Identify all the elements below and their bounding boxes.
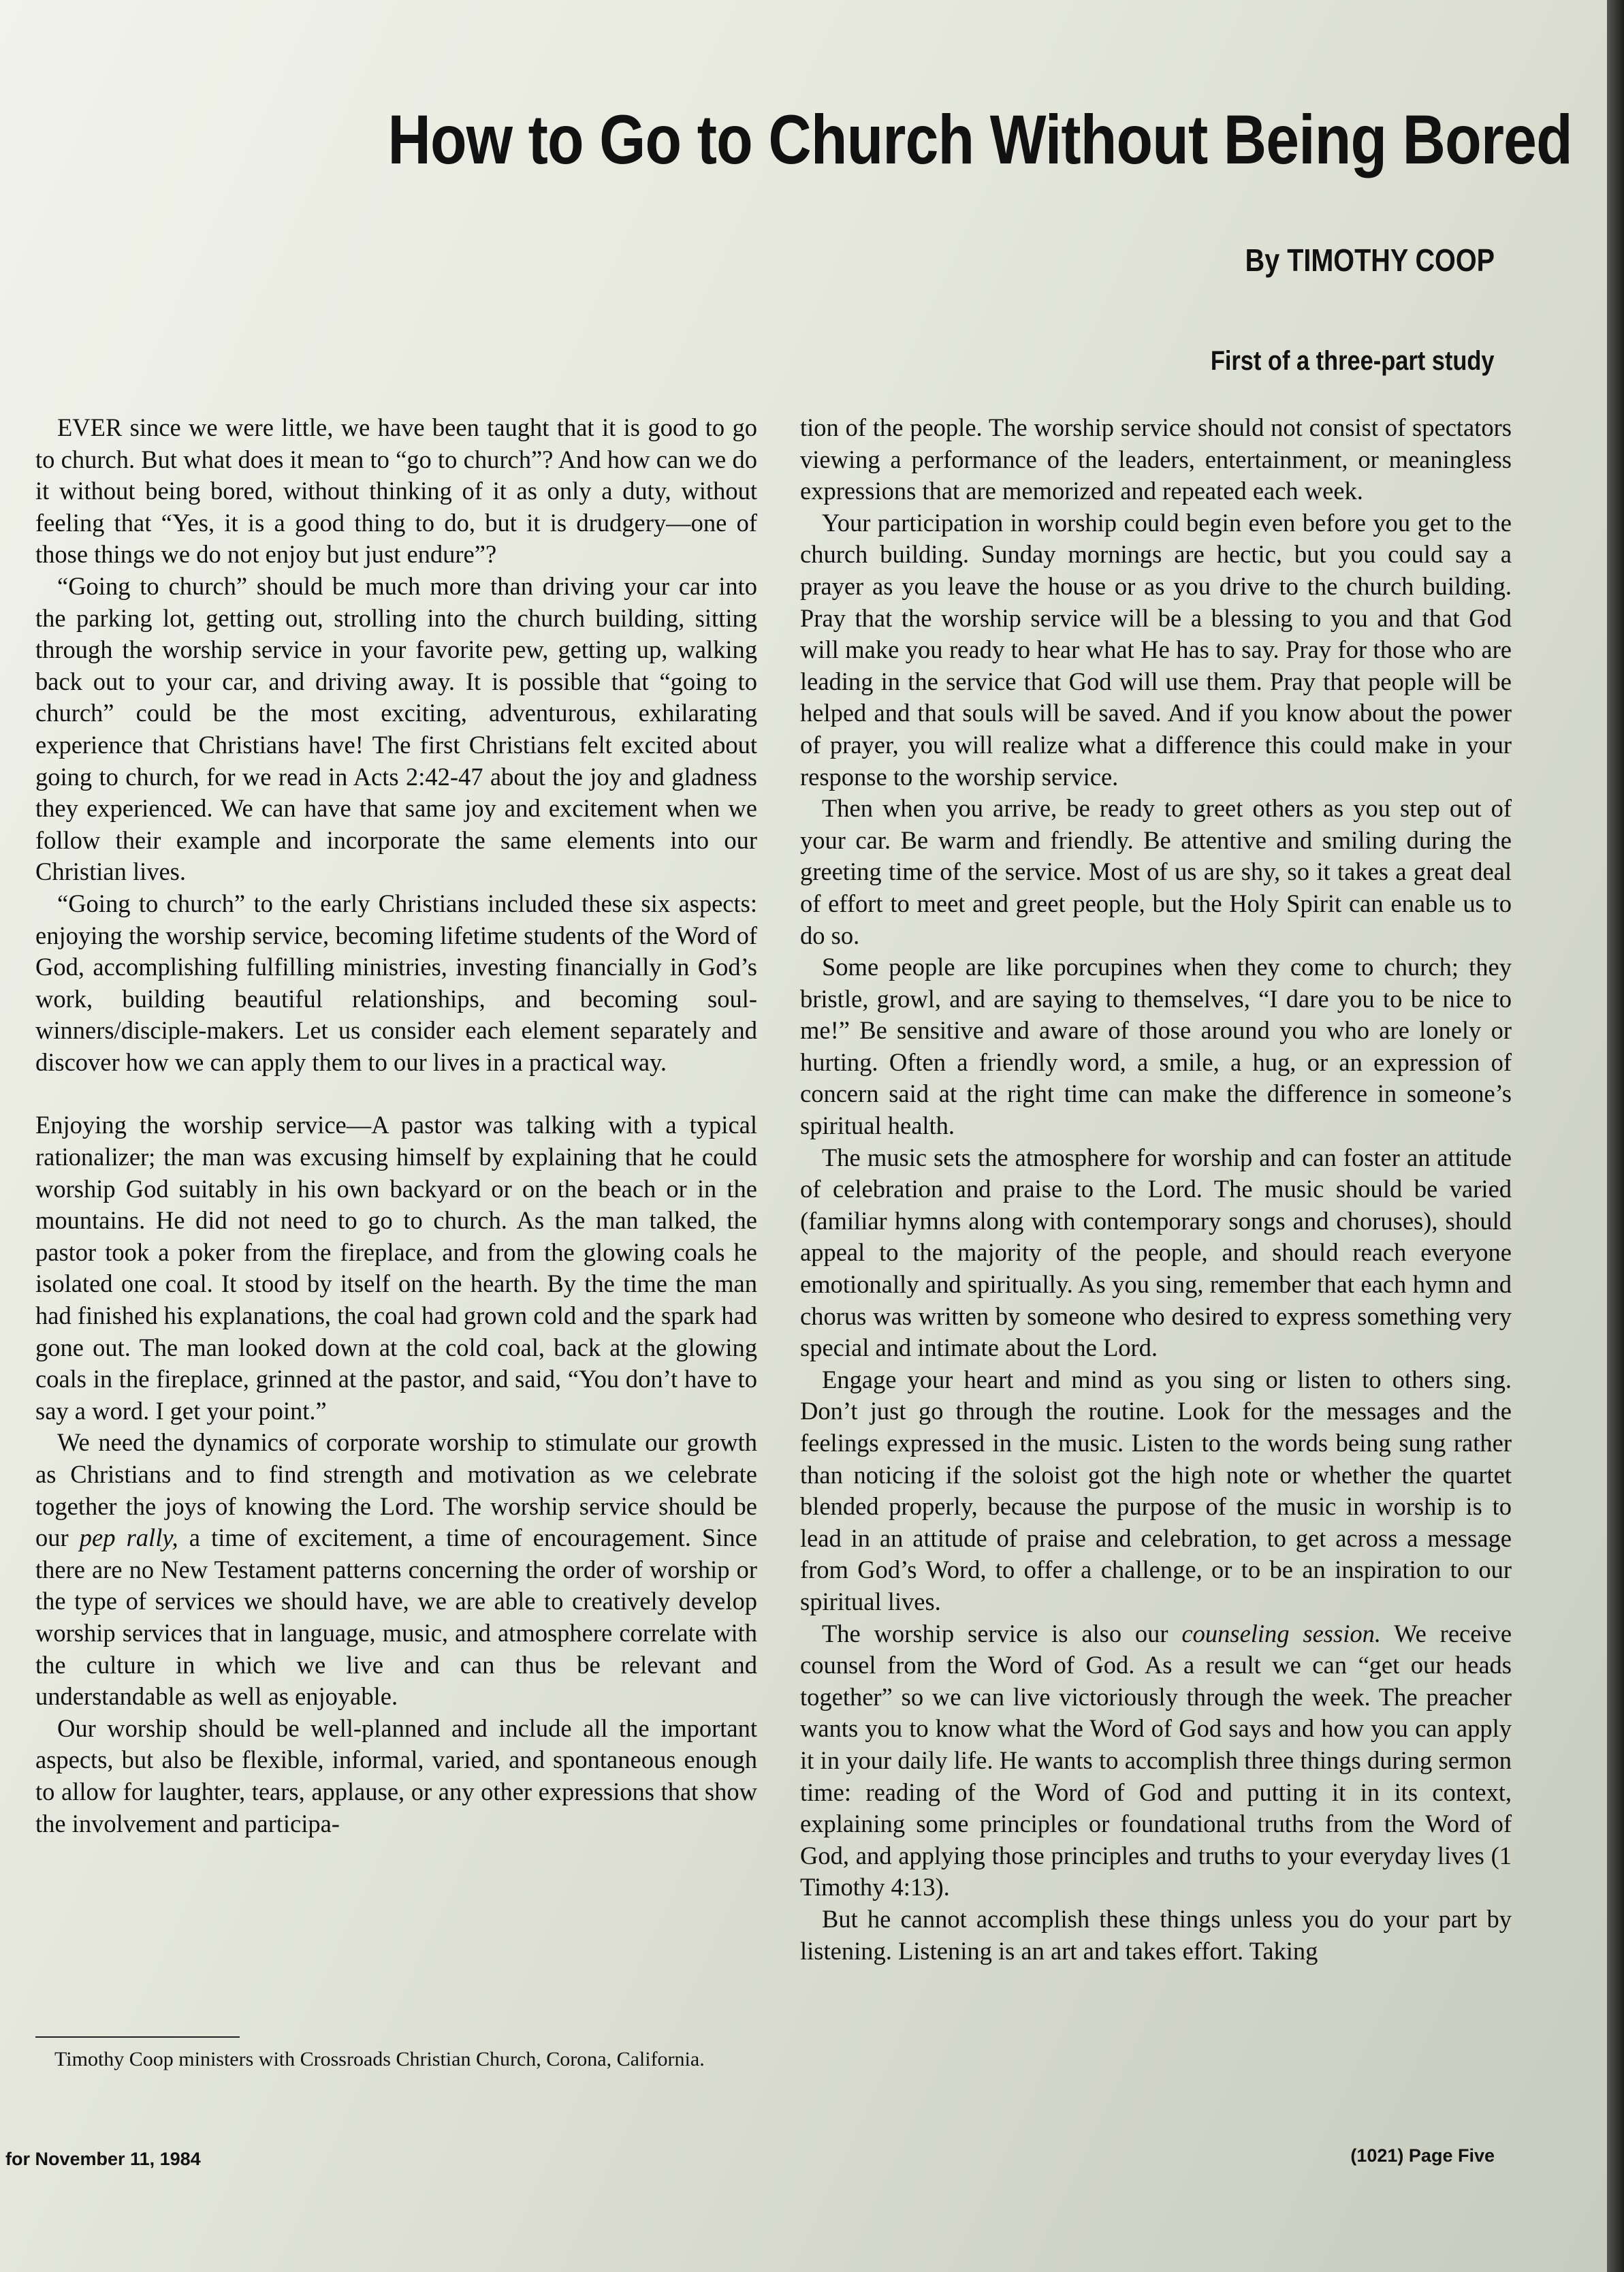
- paragraph: [35, 1427, 757, 1712]
- paragraph: The music sets the atmosphere for worship and can foster an attitude of celebration and praise to the Lord. The music should be varied (familiar hymns along with contemporary songs and choruses), should appeal to the majority of the people, and should reach everyone emotionally and spiritually. As you sing, remember that each hymn and chorus was written by someone who desired to express something very special and intimate about the Lord.: [800, 1143, 1512, 1362]
- author-footnote: Timothy Coop ministers with Crossroads Christian Church, Corona, California.: [54, 2048, 705, 2070]
- page-edge-shadow: [1607, 0, 1624, 2272]
- paragraph: Engage your heart and mind as you sing or listen to others sing. Don’t just go through the routine. Look for the messages and the feelings expressed in the music. Listen to the words being sung rather than noticing if the soloist got the high note or whether the quartet blended properly, because the purpose of the music in worship is to lead in an attitude of praise and celebration, to get across a message from God’s Word, to offer a challenge, or to be an inspiration to our spiritual lives.: [800, 1365, 1512, 1615]
- author-byline: By TIMOTHY COOP: [1245, 242, 1495, 278]
- folio-page-number: (1021) Page Five: [1350, 2145, 1495, 2166]
- paragraph: “Going to church” to the early Christians included these six aspects: enjoying the worship service, becoming lifetime students of the Word of God, accomplishing fulfilling ministries, investing financially in God’s work, building beautiful relationships, and becoming soul-winners/disciple-makers. Let us consider each element separately and discover how we can apply them to our lives in a practical way.: [35, 889, 757, 1076]
- text-run: We need the dynamics of corporate worship to stimulate our growth as Christians and to find strength and motivation as we celebrate together the joys of knowing the Lord. The worship service should be our: [35, 1428, 757, 1552]
- section-paragraph: Enjoying the worship service—A pastor was talking with a typical rationalizer; the man was excusing himself by explaining that he could worship God suitably in his own backyard or on the beach or in the mountains. He did not need to go to church. As the man talked, the pastor took a poker from the fireplace, and from the glowing coals he isolated one coal. It stood by itself on the hearth. By the time the man had finished his explanations, the coal had grown cold and the spark had gone out. The man looked down at the cold coal, back at the glowing coals in the fireplace, grinned at the pastor, and said, “You don’t have to say a word. I get your point.”: [35, 1111, 757, 1425]
- paragraph: Your participation in worship could begin even before you get to the church building. Sunday mornings are hectic, but you could say a prayer as you leave the house or as you drive to the church building. Pray that the worship service will be a blessing to you and that God will make you ready to hear what He has to say. Pray for those who are leading in the service that God will use them. Pray that people will be helped and that souls will be saved. And if you know about the power of prayer, you will realize what a difference this could make in your response to the worship service.: [800, 508, 1512, 791]
- article-title: How to Go to Church Without Being Bored: [387, 101, 1572, 178]
- paragraph: Our worship should be well-planned and include all the important aspects, but also be flexible, informal, varied, and spontaneous enough to allow for laughter, tears, applause, or any other expressions that show the involvement and participa-: [35, 1714, 757, 1837]
- paragraph: Some people are like porcupines when they come to church; they bristle, growl, and are saying to themselves, “I dare you to be nice to me!” Be sensitive and aware of those around you who are lonely or hurting. Often a friendly word, a smile, a hug, or an expression of concern said at the right time can make the difference in someone’s spiritual health.: [800, 953, 1512, 1140]
- text-run: We receive counsel from the Word of God. As a result we can “get our heads together” so we can live victoriously through the week. The preacher wants you to know what the Word of God says and how you can apply it in your daily life. He wants to accomplish three things during sermon time: reading of the Word of God and putting it in its context, explaining some principles or foundational truths from the Word of God, and applying those principles and truths to your everyday lives (1 Timothy 4:13).: [800, 1619, 1512, 1902]
- emphasis-text: counseling session.: [1181, 1619, 1381, 1647]
- folio-date: for November 11, 1984: [5, 2149, 201, 2169]
- footnote-rule: [35, 2036, 240, 2038]
- text-run: The worship service is also our: [822, 1619, 1168, 1647]
- paragraph: EVER since we were little, we have been taught that it is good to go to church. But what does it mean to “go to church”? And how can we do it without being bored, without thinking of it as only a duty, without feeling that “Yes, it is a good thing to do, but it is drudgery—one of those things we do not enjoy but just endure”?: [35, 413, 757, 569]
- right-column: [800, 412, 1512, 1967]
- series-subtitle: First of a three-part study: [1211, 346, 1495, 376]
- paragraph: “Going to church” should be much more than driving your car into the parking lot, getting out, strolling into the church building, sitting through the worship service in your favorite pew, getting up, walking back out to your car, and driving away. It is possible that “going to church” could be the most exciting, adventurous, exhilarating experience that Christians have! The first Christians felt excited about going to church, for we read in Acts 2:42-47 about the joy and gladness they experienced. We can have that same joy and excitement when we follow their example and incorporate the same elements into our Christian lives.: [35, 571, 757, 886]
- paragraph: [800, 1618, 1512, 1904]
- left-column: [35, 412, 757, 1840]
- text-run: a time of excitement, a time of encouragement. Since there are no New Testament patterns concerning the order of worship or the type of services we should have, we are able to creatively develop worship services that in language, music, and atmosphere correlate with the culture in which we live and can thus be relevant and understandable as well as enjoyable.: [35, 1524, 758, 1711]
- paragraph: Then when you arrive, be ready to greet others as you step out of your car. Be warm and friendly. Be attentive and smiling during the greeting time of the service. Most of us are shy, so it takes a great deal of effort to meet and greet people, but the Holy Spirit can enable us to do so.: [800, 794, 1512, 949]
- paragraph: But he cannot accomplish these things unless you do your part by listening. Listening is an art and takes effort. Taking: [800, 1904, 1512, 1965]
- paragraph: tion of the people. The worship service should not consist of spectators viewing a performance of the leaders, entertainment, or meaningless expressions that are memorized and repeated each week.: [800, 413, 1512, 505]
- emphasis-text: pep rally,: [79, 1524, 178, 1552]
